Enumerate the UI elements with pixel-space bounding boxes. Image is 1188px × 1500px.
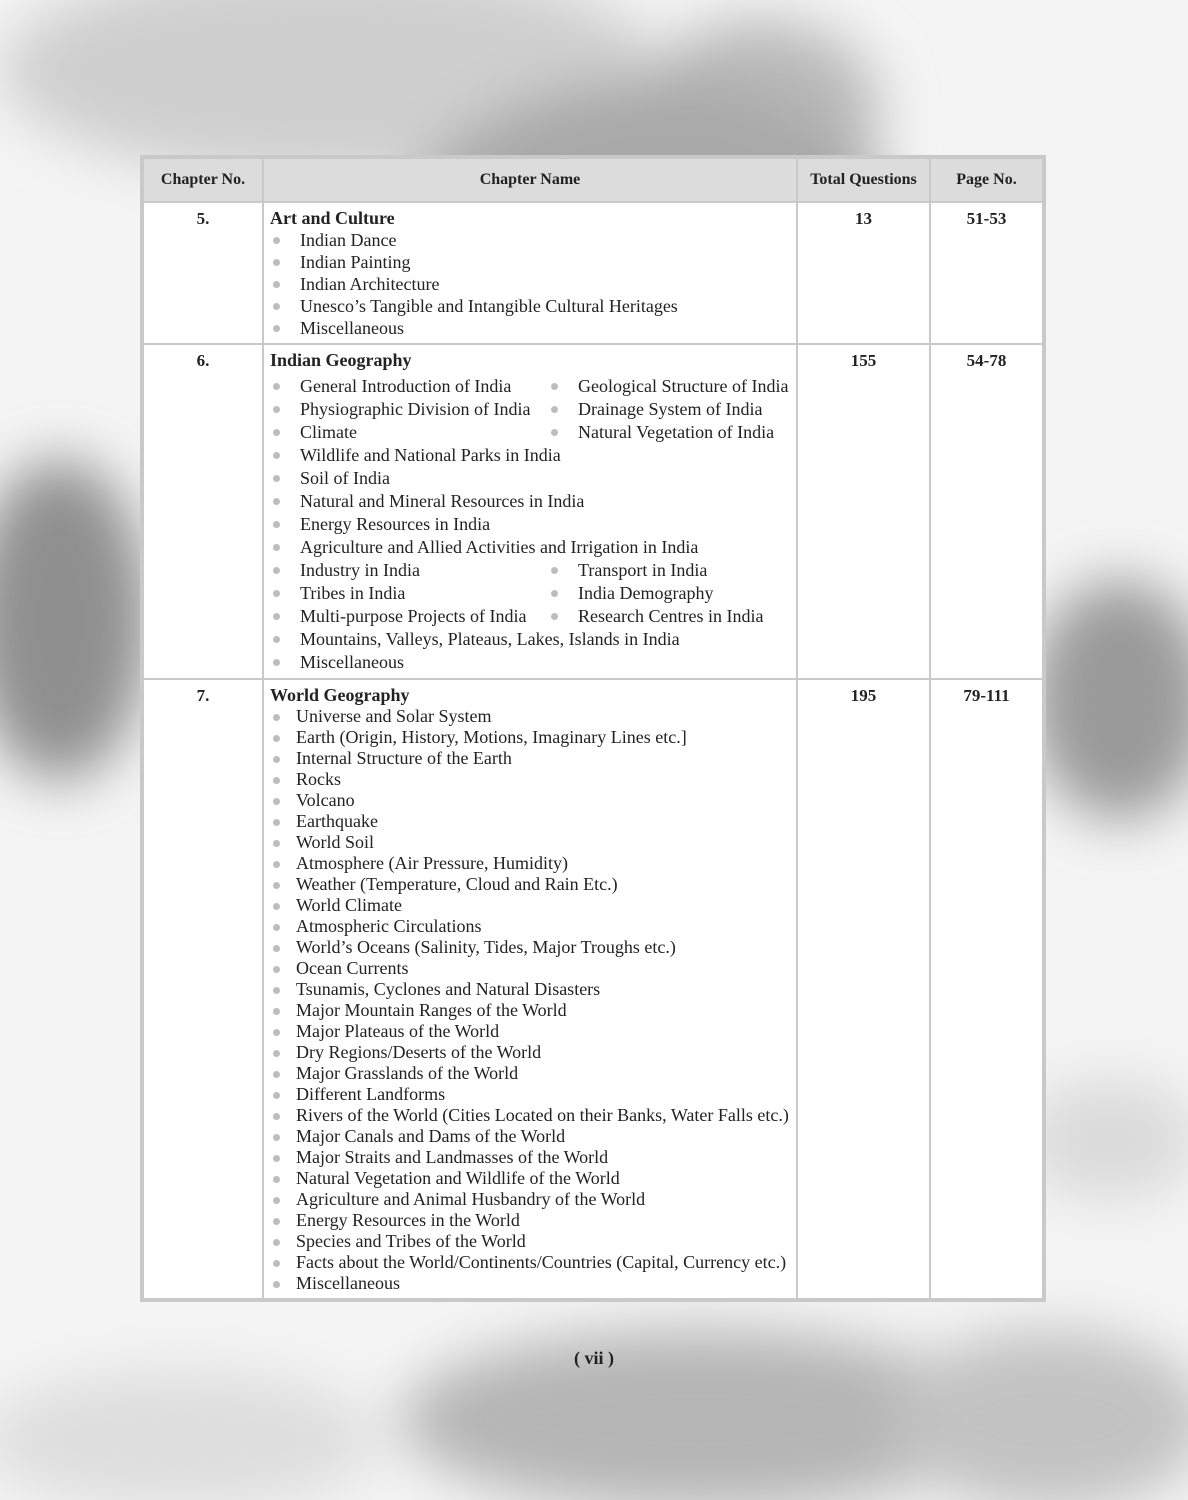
list-item: Indian Dance bbox=[270, 229, 790, 251]
list-item: Dry Regions/Deserts of the World bbox=[270, 1042, 790, 1063]
list-item: Atmospheric Circulations bbox=[270, 916, 790, 937]
list-item: Energy Resources in the World bbox=[270, 1210, 790, 1231]
chapter-number: 7. bbox=[143, 679, 263, 1299]
list-item: Rocks bbox=[270, 769, 790, 790]
list-item: Mountains, Valleys, Plateaus, Lakes, Islands in India bbox=[270, 628, 680, 651]
list-item: Major Mountain Ranges of the World bbox=[270, 1000, 790, 1021]
table-row bbox=[143, 344, 1043, 679]
list-item: Drainage System of India bbox=[548, 398, 790, 421]
list-item: Agriculture and Allied Activities and Irrigation in India bbox=[270, 536, 698, 559]
list-item: Miscellaneous bbox=[270, 317, 790, 339]
table-row bbox=[143, 679, 1043, 1299]
page-number: ( vii ) bbox=[574, 1348, 614, 1368]
list-item: Physiographic Division of India bbox=[270, 398, 548, 421]
list-item: Indian Painting bbox=[270, 251, 790, 273]
list-item: General Introduction of India bbox=[270, 375, 548, 398]
list-item: Energy Resources in India bbox=[270, 513, 490, 536]
list-item: Research Centres in India bbox=[548, 605, 790, 628]
list-item: Natural Vegetation and Wildlife of the World bbox=[270, 1168, 790, 1189]
list-item: Earth (Origin, History, Motions, Imaginary Lines etc.] bbox=[270, 727, 790, 748]
list-item: Transport in India bbox=[548, 559, 790, 582]
list-item: Soil of India bbox=[270, 467, 390, 490]
chapter-name-cell bbox=[263, 202, 797, 344]
list-item: Natural Vegetation of India bbox=[548, 421, 790, 444]
list-item: Industry in India bbox=[270, 559, 548, 582]
list-item: Ocean Currents bbox=[270, 958, 790, 979]
list-item: Universe and Solar System bbox=[270, 706, 790, 727]
list-item: Major Canals and Dams of the World bbox=[270, 1126, 790, 1147]
list-item: Atmosphere (Air Pressure, Humidity) bbox=[270, 853, 790, 874]
list-item: Rivers of the World (Cities Located on their Banks, Water Falls etc.) bbox=[270, 1105, 790, 1126]
list-item: Species and Tribes of the World bbox=[270, 1231, 790, 1252]
list-item: Weather (Temperature, Cloud and Rain Etc.) bbox=[270, 874, 790, 895]
list-item: Tribes in India bbox=[270, 582, 548, 605]
list-item: Indian Architecture bbox=[270, 273, 790, 295]
list-item: World Climate bbox=[270, 895, 790, 916]
list-item: Climate bbox=[270, 421, 548, 444]
list-item: Internal Structure of the Earth bbox=[270, 748, 790, 769]
header-chapter-no: Chapter No. bbox=[143, 158, 263, 202]
list-item: Tsunamis, Cyclones and Natural Disasters bbox=[270, 979, 790, 1000]
contents-table bbox=[140, 155, 1046, 1302]
list-item: Miscellaneous bbox=[270, 651, 404, 674]
header-page-no: Page No. bbox=[930, 158, 1043, 202]
list-item: Multi-purpose Projects of India bbox=[270, 605, 548, 628]
list-item: Earthquake bbox=[270, 811, 790, 832]
list-item: Major Straits and Landmasses of the World bbox=[270, 1147, 790, 1168]
topic-list bbox=[270, 375, 790, 674]
list-item: World Soil bbox=[270, 832, 790, 853]
chapter-title: World Geography bbox=[270, 685, 410, 705]
chapter-title: Indian Geography bbox=[270, 350, 412, 370]
list-item: India Demography bbox=[548, 582, 790, 605]
list-item: Major Grasslands of the World bbox=[270, 1063, 790, 1084]
chapter-name-cell bbox=[263, 679, 797, 1299]
chapter-title: Art and Culture bbox=[270, 208, 395, 228]
total-questions: 195 bbox=[797, 679, 930, 1299]
total-questions: 155 bbox=[797, 344, 930, 679]
topic-list bbox=[270, 229, 790, 339]
list-item: Wildlife and National Parks in India bbox=[270, 444, 561, 467]
list-item: Volcano bbox=[270, 790, 790, 811]
list-item: Agriculture and Animal Husbandry of the World bbox=[270, 1189, 790, 1210]
table-header-row bbox=[143, 158, 1043, 202]
page-range: 54-78 bbox=[930, 344, 1043, 679]
list-item: World’s Oceans (Salinity, Tides, Major Troughs etc.) bbox=[270, 937, 790, 958]
total-questions: 13 bbox=[797, 202, 930, 344]
list-item: Unesco’s Tangible and Intangible Cultural Heritages bbox=[270, 295, 790, 317]
list-item: Natural and Mineral Resources in India bbox=[270, 490, 584, 513]
topic-list bbox=[270, 706, 790, 1294]
chapter-number: 5. bbox=[143, 202, 263, 344]
table-row bbox=[143, 202, 1043, 344]
list-item: Miscellaneous bbox=[270, 1273, 790, 1294]
chapter-number: 6. bbox=[143, 344, 263, 679]
header-chapter-name: Chapter Name bbox=[263, 158, 797, 202]
list-item: Facts about the World/Continents/Countries (Capital, Currency etc.) bbox=[270, 1252, 790, 1273]
list-item: Different Landforms bbox=[270, 1084, 790, 1105]
page-range: 79-111 bbox=[930, 679, 1043, 1299]
header-total-questions: Total Questions bbox=[797, 158, 930, 202]
chapter-name-cell bbox=[263, 344, 797, 679]
list-item: Geological Structure of India bbox=[548, 375, 790, 398]
list-item: Major Plateaus of the World bbox=[270, 1021, 790, 1042]
page-range: 51-53 bbox=[930, 202, 1043, 344]
